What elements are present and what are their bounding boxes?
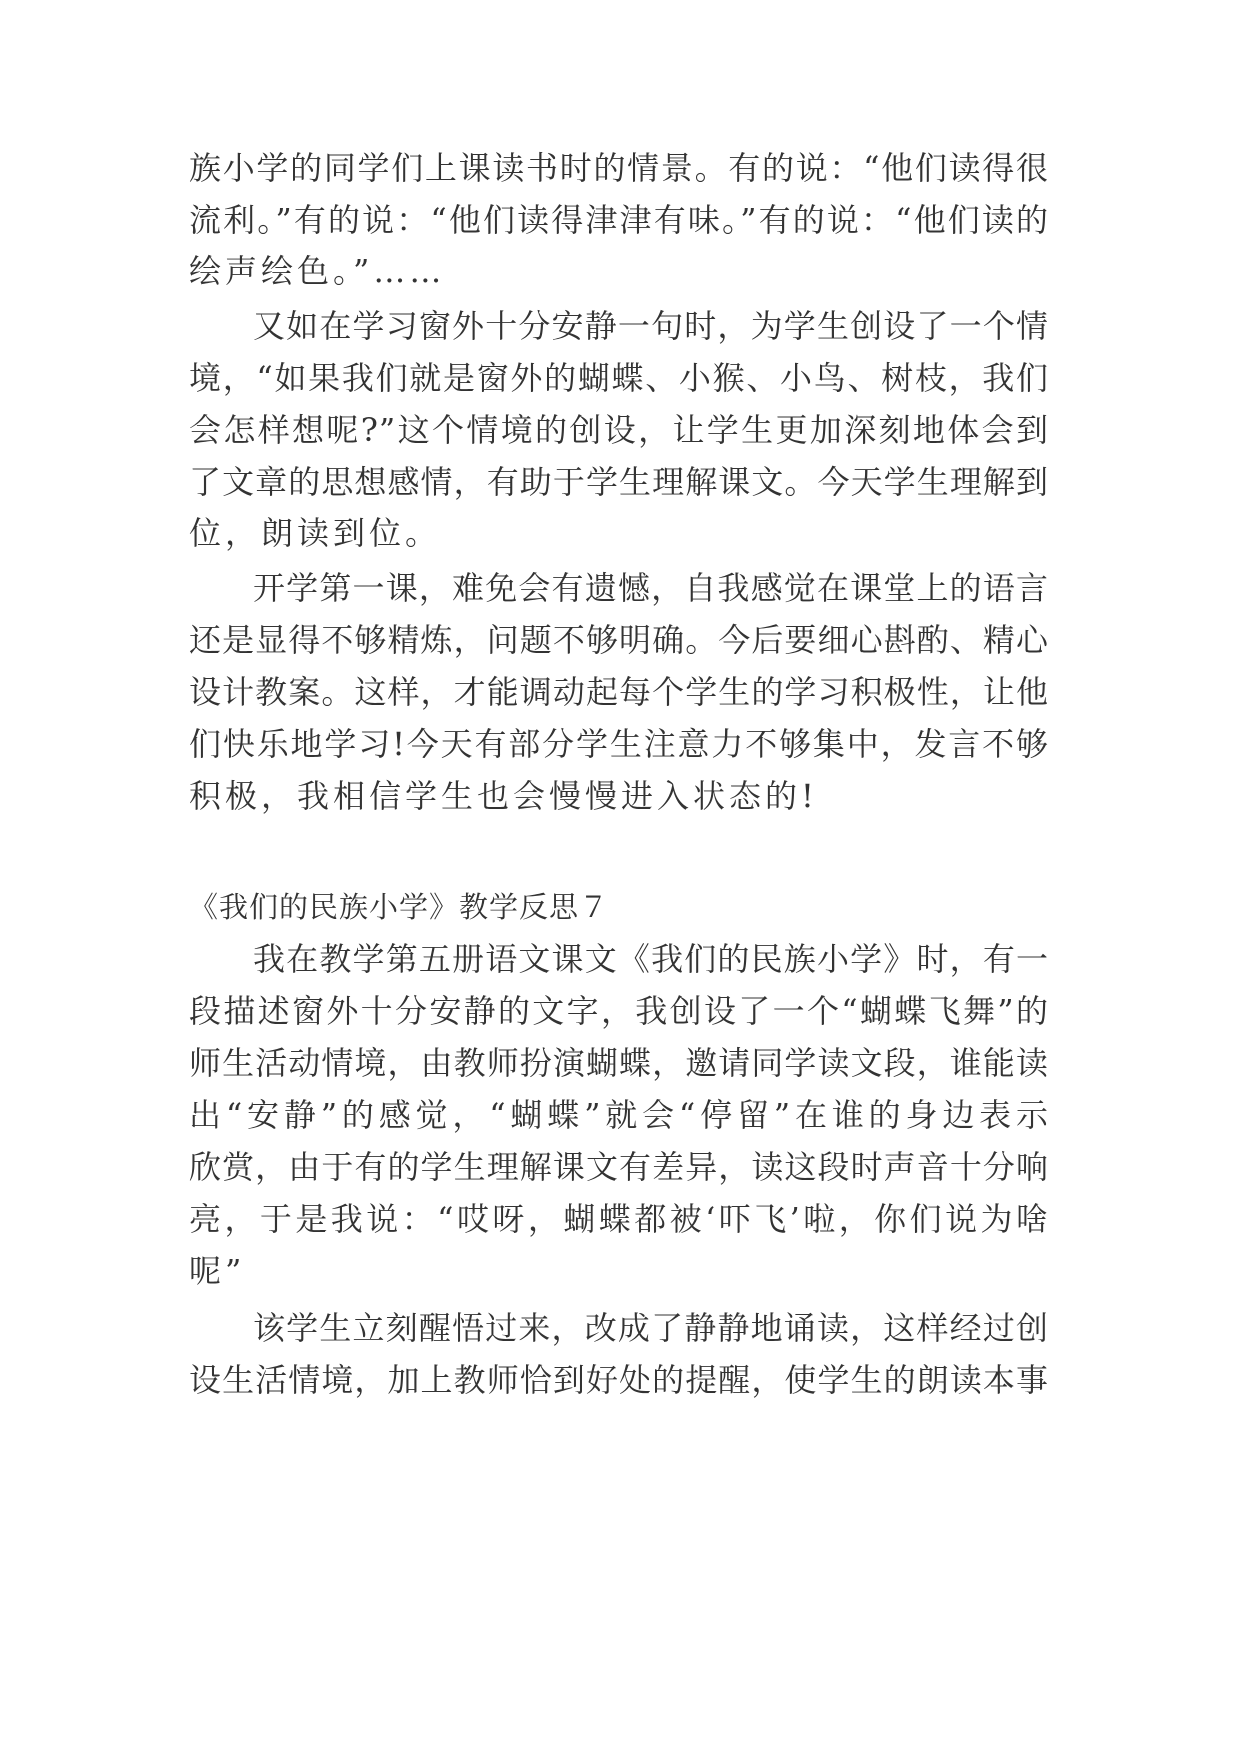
paragraph-1-line-1: 族小学的同学们上课读书时的情景。有的说：“他们读得很: [189, 149, 1049, 187]
section-paragraph-1-line-6: 亮，于是我说：“哎呀，蝴蝶都被‘吓飞’啦，你们说为啥: [189, 1200, 1049, 1238]
section-paragraph-1-line-7: 呢”: [189, 1252, 246, 1290]
paragraph-3-line-1: 开学第一课，难免会有遗憾，自我感觉在课堂上的语言: [253, 569, 1049, 607]
paragraph-3-line-4: 们快乐地学习!今天有部分学生注意力不够集中，发言不够: [189, 725, 1049, 763]
paragraph-2-line-2: 境，“如果我们就是窗外的蝴蝶、小猴、小鸟、树枝，我们: [189, 359, 1049, 397]
paragraph-2-line-5: 位，朗读到位。: [189, 514, 442, 552]
paragraph-1-line-2: 流利。”有的说：“他们读得津津有味。”有的说：“他们读的: [189, 201, 1049, 239]
section-paragraph-2-line-1: 该学生立刻醒悟过来，改成了静静地诵读，这样经过创: [253, 1309, 1049, 1347]
section-title: 《我们的民族小学》教学反思７: [189, 890, 610, 924]
section-paragraph-1-line-4: 出“安静”的感觉，“蝴蝶”就会“停留”在谁的身边表示: [189, 1096, 1049, 1134]
paragraph-3-line-5: 积极，我相信学生也会慢慢进入状态的!: [189, 777, 818, 815]
section-paragraph-1-line-1: 我在教学第五册语文课文《我们的民族小学》时，有一: [253, 940, 1049, 978]
paragraph-2-line-1: 又如在学习窗外十分安静一句时，为学生创设了一个情: [253, 307, 1049, 345]
paragraph-2-line-4: 了文章的思想感情，有助于学生理解课文。今天学生理解到: [189, 463, 1049, 501]
paragraph-3-line-2: 还是显得不够精炼，问题不够明确。今后要细心斟酌、精心: [189, 621, 1049, 659]
section-paragraph-1-line-3: 师生活动情境，由教师扮演蝴蝶，邀请同学读文段，谁能读: [189, 1044, 1049, 1082]
paragraph-1-line-3: 绘声绘色。”……: [189, 252, 446, 290]
section-paragraph-1-line-5: 欣赏，由于有的学生理解课文有差异，读这段时声音十分响: [189, 1148, 1049, 1186]
section-paragraph-2-line-2: 设生活情境，加上教师恰到好处的提醒，使学生的朗读本事: [189, 1361, 1049, 1399]
section-paragraph-1-line-2: 段描述窗外十分安静的文字，我创设了一个“蝴蝶飞舞”的: [189, 992, 1049, 1030]
paragraph-2-line-3: 会怎样想呢?”这个情境的创设，让学生更加深刻地体会到: [189, 411, 1049, 449]
paragraph-3-line-3: 设计教案。这样，才能调动起每个学生的学习积极性，让他: [189, 673, 1049, 711]
